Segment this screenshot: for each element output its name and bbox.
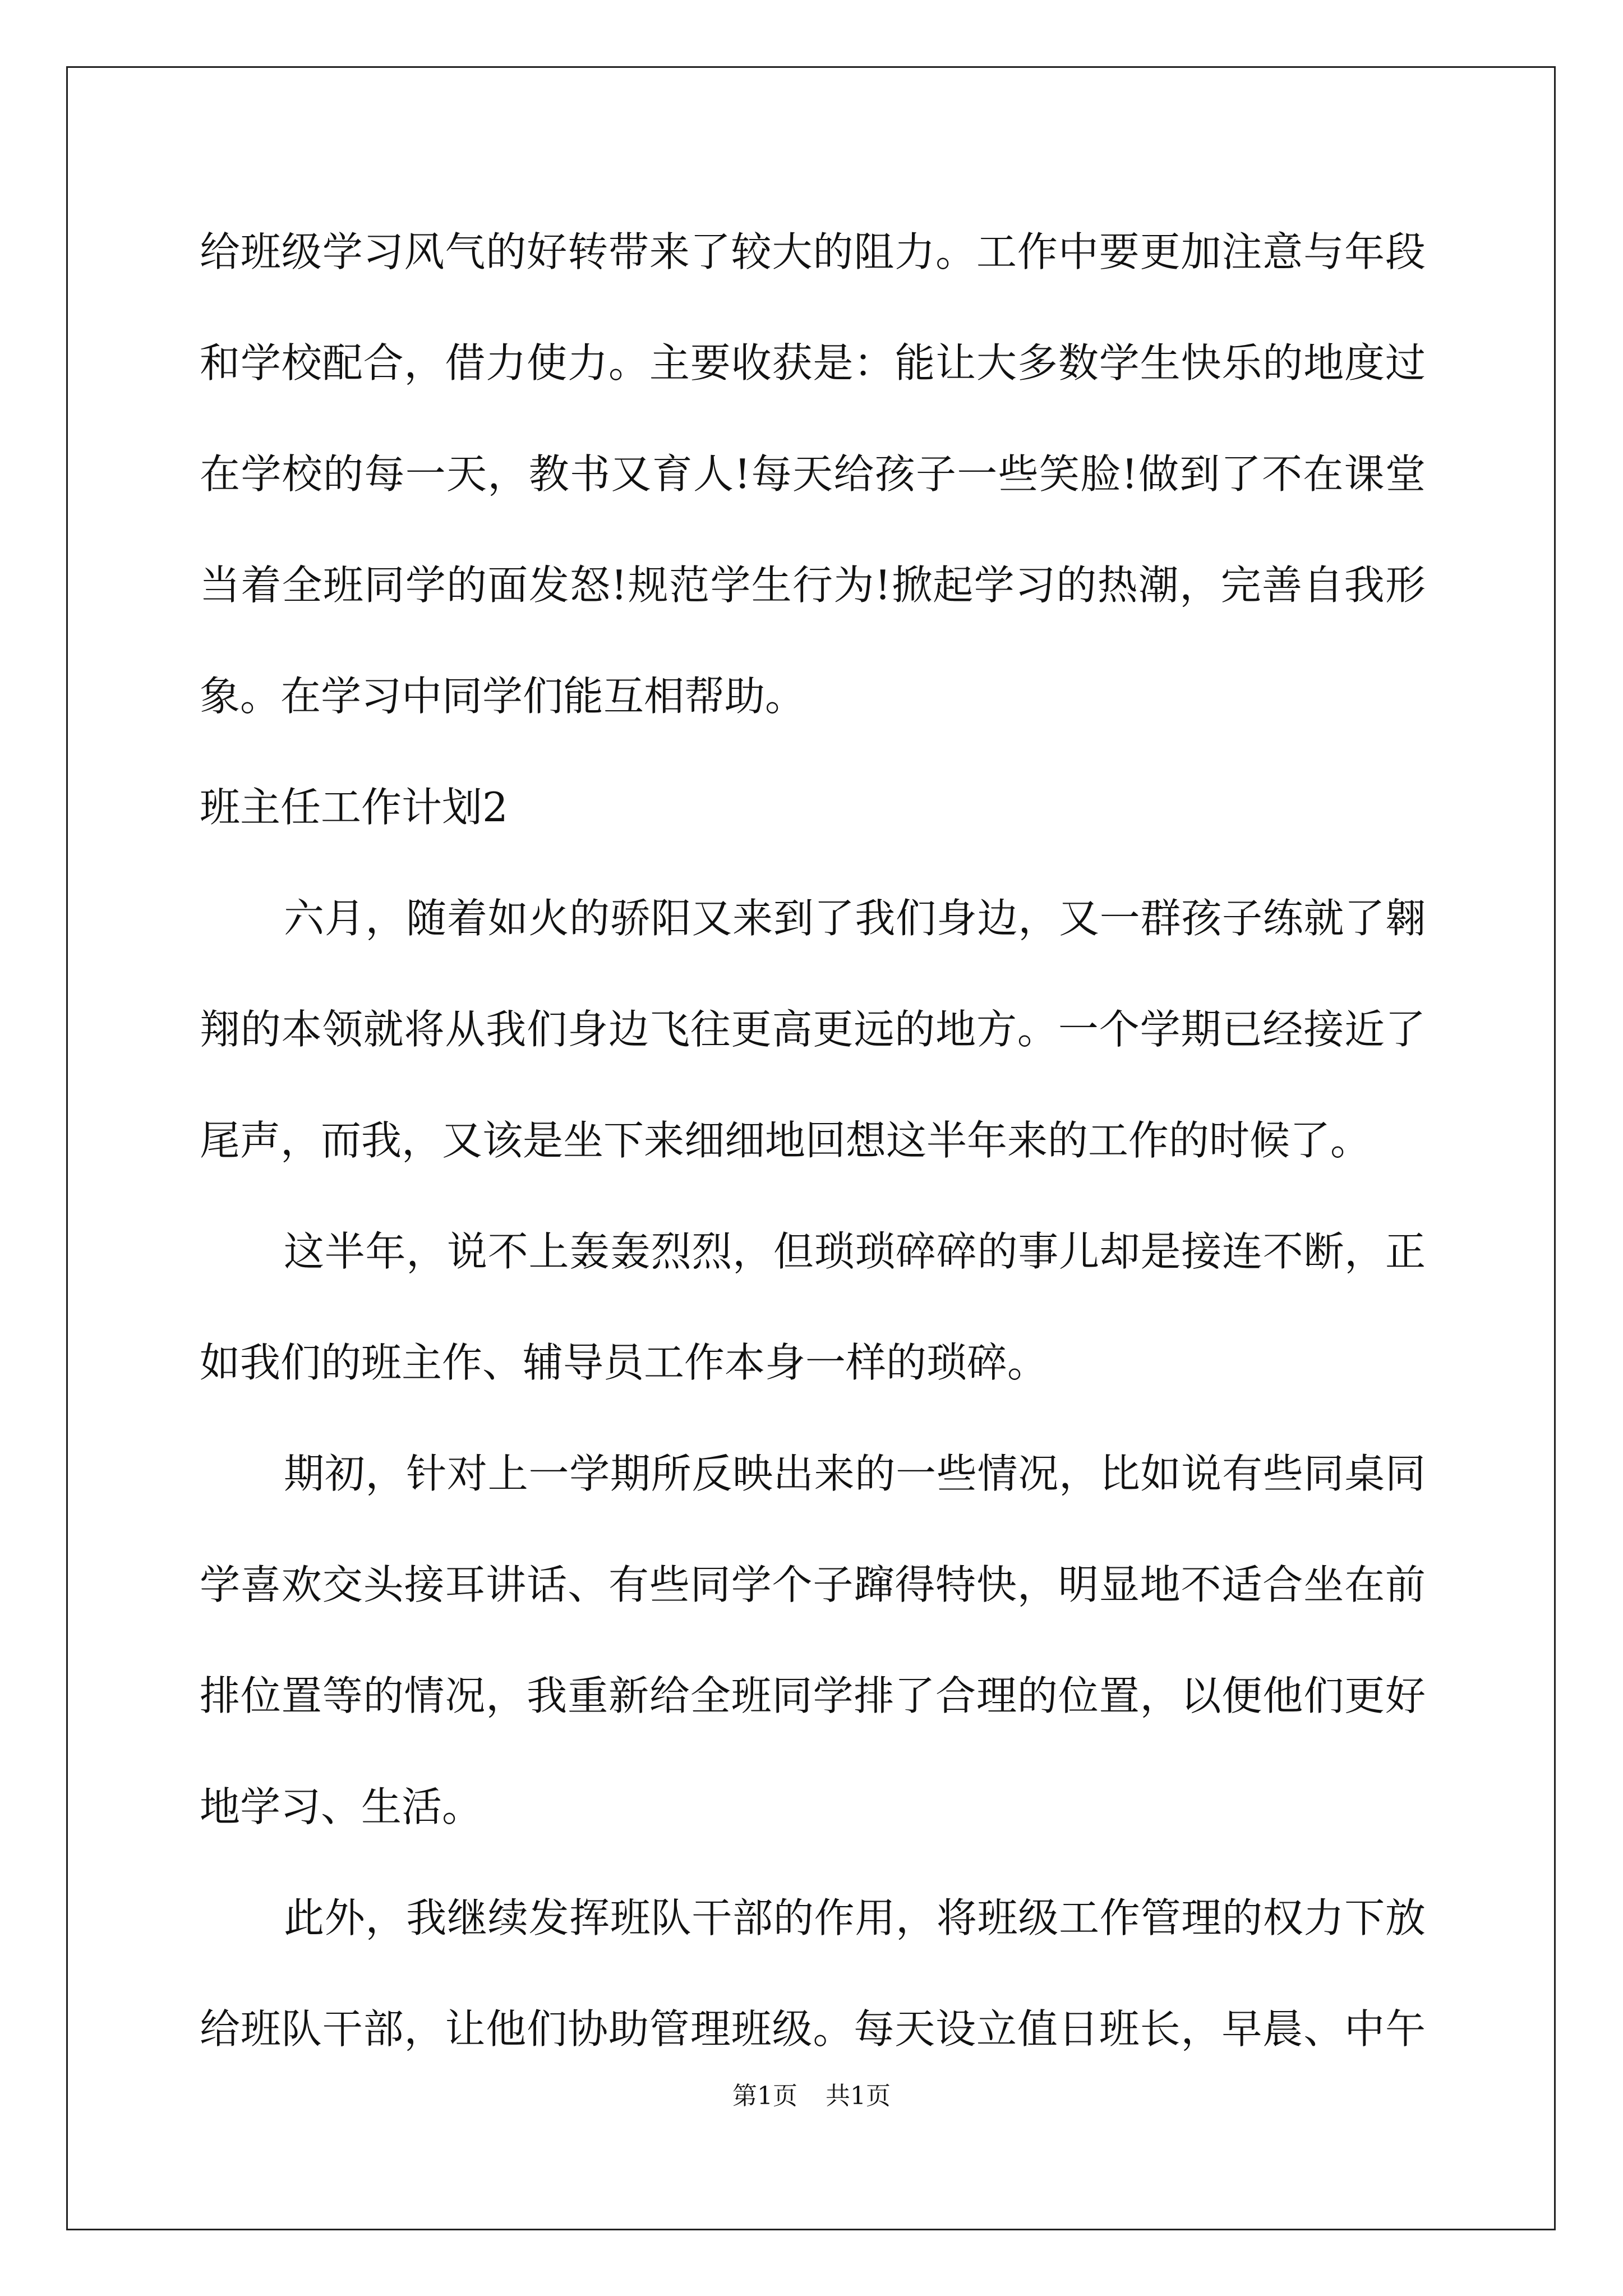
page-footer [0,2076,1623,2111]
document-body [200,210,1426,2098]
text-line: 如我们的班主作、辅导员工作本身一样的琐碎。 [200,1339,1048,1386]
text-line: 给班队干部，让他们协助管理班级。每天设立值日班长，早晨、中午 [200,2005,1426,2053]
text-line: 此外，我继续发挥班队干部的作用，将班级工作管理的权力下放 [284,1894,1426,1941]
section-heading: 班主任工作计划2 [200,784,508,831]
text-line: 翔的本领就将从我们身边飞往更高更远的地方。一个学期已经接近了 [200,1006,1426,1053]
page-total: 共1页 [826,2082,891,2110]
text-line: 期初，针对上一学期所反映出来的一些情况，比如说有些同桌同 [284,1450,1426,1497]
text-line: 象。在学习中同学们能互相帮助。 [200,673,806,720]
page-number: 第1页 [732,2082,797,2110]
text-line: 地学习、生活。 [200,1783,483,1830]
text-line: 当着全班同学的面发怒!规范学生行为!掀起学习的热潮，完善自我形 [200,562,1426,609]
text-line: 尾声，而我，又该是坐下来细细地回想这半年来的工作的时候了。 [200,1117,1371,1164]
text-line: 这半年，说不上轰轰烈烈，但琐琐碎碎的事儿却是接连不断，正 [284,1228,1426,1275]
text-line: 排位置等的情况，我重新给全班同学排了合理的位置，以便他们更好 [200,1672,1426,1719]
text-line: 学喜欢交头接耳讲话、有些同学个子蹿得特快，明显地不适合坐在前 [200,1561,1426,1608]
text-line: 在学校的每一天，教书又育人!每天给孩子一些笑脸!做到了不在课堂 [200,450,1426,498]
text-line: 给班级学习风气的好转带来了较大的阻力。工作中要更加注意与年段 [200,228,1426,275]
text-line: 和学校配合，借力使力。主要收获是：能让大多数学生快乐的地度过 [200,339,1426,386]
text-line: 六月，随着如火的骄阳又来到了我们身边，又一群孩子练就了翱 [284,895,1426,942]
